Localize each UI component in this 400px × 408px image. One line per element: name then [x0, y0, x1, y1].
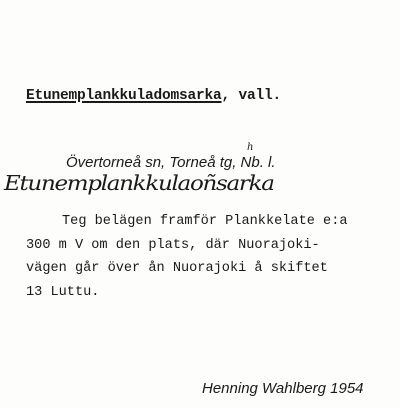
description-line: Teg belägen framför Plankkelate e:a: [62, 214, 348, 229]
handwritten-place-name: Etunemplankkulaoñsarka: [4, 172, 274, 196]
description-line: 13 Luttu.: [26, 284, 100, 300]
description-line: vägen går över ån Nuorajoki å skiftet: [26, 261, 328, 276]
card-title: [26, 88, 281, 104]
description-line: 300 m V om den plats, där Nuorajoki-: [26, 237, 320, 253]
handwritten-correction: h: [247, 142, 254, 153]
collector-signature: Henning Wahlberg 1954: [202, 380, 364, 397]
place-type: , vall.: [221, 88, 282, 104]
location-line: Övertorneå sn, Torneå tg, Nb. l.: [66, 154, 276, 171]
place-name: Etunemplankkuladomsarka: [26, 88, 222, 104]
description-text: [26, 210, 396, 304]
